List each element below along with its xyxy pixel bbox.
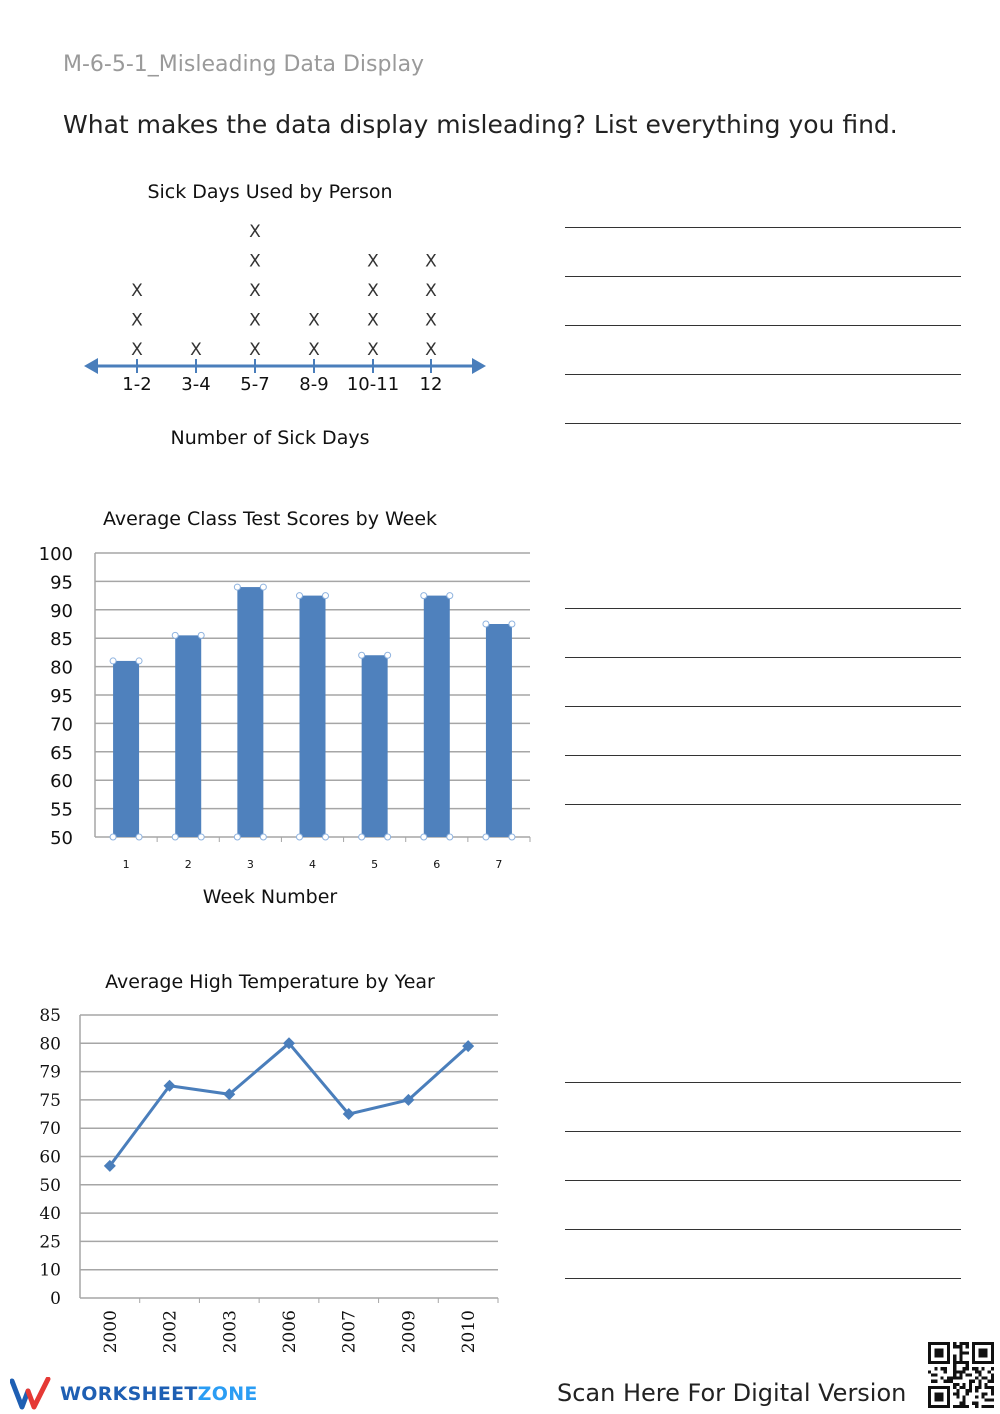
qr-module xyxy=(947,1377,950,1380)
qr-module xyxy=(959,1358,962,1361)
qr-module xyxy=(978,1380,981,1383)
brand-name-part2: ZONE xyxy=(197,1383,258,1405)
qr-module xyxy=(959,1373,962,1376)
qr-module xyxy=(953,1361,956,1364)
qr-module xyxy=(991,1380,994,1383)
chart3-title: Average High Temperature by Year xyxy=(105,971,435,993)
y-tick-label: 75 xyxy=(39,1090,61,1111)
qr-module xyxy=(953,1364,956,1367)
qr-module xyxy=(966,1342,969,1345)
qr-module xyxy=(972,1380,975,1383)
bar-handle xyxy=(323,834,329,840)
qr-module xyxy=(991,1367,994,1370)
bar-handle xyxy=(483,834,489,840)
x-mark: X xyxy=(425,340,437,360)
qr-module xyxy=(959,1361,962,1364)
bar-handle xyxy=(136,834,142,840)
number-line-tick-label: 8-9 xyxy=(299,374,329,395)
qr-module xyxy=(975,1386,978,1389)
answer-line[interactable] xyxy=(565,1278,961,1279)
qr-module xyxy=(944,1370,947,1373)
qr-module xyxy=(959,1405,962,1408)
qr-module xyxy=(953,1386,956,1389)
qr-module xyxy=(966,1364,969,1367)
qr-module xyxy=(959,1402,962,1405)
y-tick-label: 95 xyxy=(50,686,73,707)
number-line-tick-label: 5-7 xyxy=(240,374,270,395)
y-tick-label: 60 xyxy=(50,771,73,793)
x-tick-label: 7 xyxy=(495,858,503,871)
test-scores-bar-chart xyxy=(30,500,540,920)
qr-module xyxy=(988,1399,991,1402)
x-tick-label: 2000 xyxy=(100,1310,121,1354)
qr-module xyxy=(953,1383,956,1386)
qr-module xyxy=(963,1351,966,1354)
answer-lines-1 xyxy=(565,227,961,427)
y-tick-label: 55 xyxy=(50,799,73,821)
bar-handle xyxy=(234,584,240,590)
x-tick-label: 2003 xyxy=(220,1310,241,1354)
answer-lines-2 xyxy=(565,608,961,808)
qr-module xyxy=(963,1395,966,1398)
qr-module xyxy=(950,1380,953,1383)
worksheet-question: What makes the data display misleading? List everything you find. xyxy=(63,110,898,139)
bar xyxy=(424,596,450,837)
qr-module xyxy=(963,1342,966,1345)
qr-module xyxy=(988,1370,991,1373)
x-mark: X xyxy=(308,310,320,331)
number-line-left-arrow xyxy=(84,358,98,374)
qr-module xyxy=(953,1342,956,1345)
y-tick-label: 90 xyxy=(50,600,73,622)
x-tick-label: 3 xyxy=(246,858,254,871)
x-mark: X xyxy=(131,340,143,360)
bar-handle xyxy=(447,834,453,840)
qr-module xyxy=(975,1395,978,1398)
qr-module xyxy=(978,1373,981,1376)
number-line-right-arrow xyxy=(472,358,486,374)
qr-module xyxy=(981,1392,984,1395)
answer-line[interactable] xyxy=(565,706,961,707)
x-tick-label: 2 xyxy=(184,858,192,871)
qr-module xyxy=(985,1386,988,1389)
bar-handle xyxy=(198,632,204,638)
answer-line[interactable] xyxy=(565,755,961,756)
qr-module xyxy=(959,1377,962,1380)
bar-handle xyxy=(260,584,266,590)
y-tick-label: 80 xyxy=(50,657,73,679)
qr-module xyxy=(969,1373,972,1376)
qr-module xyxy=(944,1367,947,1370)
qr-module xyxy=(963,1405,966,1408)
y-tick-label: 0 xyxy=(50,1289,61,1309)
x-mark: X xyxy=(249,310,261,331)
qr-module xyxy=(931,1373,934,1376)
qr-module xyxy=(966,1405,969,1408)
qr-module xyxy=(966,1351,969,1354)
qr-module xyxy=(953,1405,956,1408)
x-mark: X xyxy=(425,281,437,301)
qr-module xyxy=(963,1402,966,1405)
qr-module xyxy=(975,1389,978,1392)
scan-text: Scan Here For Digital Version xyxy=(557,1379,907,1407)
bar-handle xyxy=(110,658,116,664)
x-mark: X xyxy=(190,340,202,360)
bar-handle xyxy=(359,652,365,658)
x-tick-label: 2002 xyxy=(160,1310,181,1354)
y-tick-label: 50 xyxy=(50,828,73,849)
qr-module xyxy=(950,1377,953,1380)
chart2-title: Average Class Test Scores by Week xyxy=(102,508,438,530)
qr-module xyxy=(981,1395,984,1398)
qr-module xyxy=(959,1370,962,1373)
qr-module xyxy=(956,1361,959,1364)
bar xyxy=(237,587,263,837)
number-line-tick-label: 10-11 xyxy=(346,374,400,395)
bar xyxy=(175,635,201,837)
qr-module xyxy=(985,1405,988,1408)
bar xyxy=(113,661,139,837)
number-line-tick-label: 3-4 xyxy=(181,374,211,395)
qr-module xyxy=(953,1392,956,1395)
y-tick-label: 40 xyxy=(39,1204,61,1225)
qr-module xyxy=(991,1405,994,1408)
qr-module xyxy=(963,1361,966,1364)
number-line-tick-label: 12 xyxy=(419,374,443,395)
qr-module xyxy=(985,1392,988,1395)
qr-module xyxy=(991,1377,994,1380)
brand-name-part1: WORKSHEET xyxy=(60,1383,198,1405)
qr-module xyxy=(956,1383,959,1386)
y-tick-label: 85 xyxy=(50,629,73,651)
bar-handle xyxy=(483,621,489,627)
answer-line[interactable] xyxy=(565,1229,961,1230)
qr-module xyxy=(953,1355,956,1358)
qr-module xyxy=(969,1386,972,1389)
answer-lines-3 xyxy=(565,1082,961,1282)
qr-module xyxy=(975,1370,978,1373)
answer-line[interactable] xyxy=(565,423,961,424)
worksheet-code: M-6-5-1_Misleading Data Display xyxy=(63,52,425,77)
qr-module xyxy=(956,1345,959,1348)
qr-module xyxy=(953,1358,956,1361)
worksheetzone-logo[interactable] xyxy=(10,1374,258,1414)
qr-module xyxy=(988,1386,991,1389)
qr-module xyxy=(981,1405,984,1408)
qr-module xyxy=(953,1377,956,1380)
qr-module xyxy=(963,1367,966,1370)
qr-module xyxy=(975,1377,978,1380)
qr-module xyxy=(985,1399,988,1402)
qr-module xyxy=(969,1383,972,1386)
qr-module xyxy=(991,1399,994,1402)
x-tick-label: 6 xyxy=(433,858,441,871)
qr-module xyxy=(969,1380,972,1383)
qr-module xyxy=(953,1367,956,1370)
qr-module xyxy=(956,1370,959,1373)
y-tick-label: 65 xyxy=(50,742,73,764)
qr-module xyxy=(941,1367,944,1370)
bar-handle xyxy=(323,593,329,599)
qr-module xyxy=(963,1370,966,1373)
qr-module xyxy=(944,1380,947,1383)
qr-module xyxy=(963,1399,966,1402)
x-mark: X xyxy=(367,310,379,331)
x-mark: X xyxy=(367,281,379,301)
x-mark: X xyxy=(249,340,261,360)
qr-module xyxy=(966,1373,969,1376)
bar xyxy=(300,596,326,837)
qr-module xyxy=(934,1373,937,1376)
answer-line[interactable] xyxy=(565,1082,961,1083)
qr-module xyxy=(934,1367,937,1370)
qr-module xyxy=(991,1389,994,1392)
chart1-xlabel: Number of Sick Days xyxy=(170,427,370,449)
x-tick-label: 1 xyxy=(122,858,130,871)
bar-handle xyxy=(234,834,240,840)
x-mark: X xyxy=(425,310,437,331)
qr-module xyxy=(947,1380,950,1383)
x-mark: X xyxy=(131,281,143,301)
bar xyxy=(486,624,512,837)
y-tick-label: 79 xyxy=(39,1062,61,1083)
qr-finder-core xyxy=(934,1348,943,1357)
brand-name xyxy=(60,1383,258,1405)
bar-handle xyxy=(136,658,142,664)
qr-module xyxy=(953,1345,956,1348)
x-tick-label: 2006 xyxy=(280,1310,300,1354)
qr-module xyxy=(959,1348,962,1351)
qr-module xyxy=(966,1367,969,1370)
qr-finder-core xyxy=(934,1392,943,1401)
y-tick-label: 100 xyxy=(38,544,73,565)
chart2-xlabel: Week Number xyxy=(202,886,338,908)
qr-module xyxy=(975,1367,978,1370)
qr-module xyxy=(956,1389,959,1392)
qr-module xyxy=(953,1370,956,1373)
x-tick-label: 2010 xyxy=(459,1310,480,1354)
x-mark: X xyxy=(425,251,437,272)
qr-module xyxy=(928,1370,931,1373)
qr-module xyxy=(966,1345,969,1348)
qr-module xyxy=(959,1355,962,1358)
answer-line[interactable] xyxy=(565,227,961,228)
qr-module xyxy=(985,1377,988,1380)
qr-module xyxy=(991,1392,994,1395)
x-mark: X xyxy=(308,340,320,360)
qr-module xyxy=(975,1402,978,1405)
qr-module xyxy=(963,1386,966,1389)
answer-line[interactable] xyxy=(565,374,961,375)
bar-handle xyxy=(297,834,303,840)
qr-module xyxy=(991,1373,994,1376)
qr-module xyxy=(978,1383,981,1386)
sick-days-line-plot xyxy=(70,170,510,460)
answer-line[interactable] xyxy=(565,276,961,277)
qr-module xyxy=(991,1386,994,1389)
y-tick-label: 60 xyxy=(39,1147,61,1168)
answer-line[interactable] xyxy=(565,657,961,658)
temperature-line-chart xyxy=(30,962,510,1372)
x-mark: X xyxy=(249,222,261,242)
bar-handle xyxy=(385,652,391,658)
qr-finder-core xyxy=(978,1348,987,1357)
y-tick-label: 25 xyxy=(39,1232,61,1253)
y-tick-label: 95 xyxy=(50,572,73,594)
bar-handle xyxy=(110,834,116,840)
answer-line[interactable] xyxy=(565,608,961,609)
number-line-tick-label: 1-2 xyxy=(122,374,152,395)
qr-module xyxy=(956,1405,959,1408)
x-mark: X xyxy=(249,281,261,301)
bar-handle xyxy=(421,834,427,840)
x-tick-label: 5 xyxy=(371,858,379,871)
bar-handle xyxy=(359,834,365,840)
bar xyxy=(362,655,388,837)
bar-handle xyxy=(172,834,178,840)
qr-module xyxy=(959,1342,962,1345)
bar-handle xyxy=(260,834,266,840)
answer-line[interactable] xyxy=(565,1131,961,1132)
bar-handle xyxy=(421,593,427,599)
qr-module xyxy=(985,1383,988,1386)
x-mark: X xyxy=(367,251,379,272)
qr-module xyxy=(972,1367,975,1370)
qr-module xyxy=(978,1370,981,1373)
bar-handle xyxy=(447,593,453,599)
qr-module xyxy=(975,1405,978,1408)
qr-module xyxy=(934,1380,937,1383)
qr-module xyxy=(959,1351,962,1354)
qr-module xyxy=(959,1386,962,1389)
qr-module xyxy=(956,1392,959,1395)
qr-module xyxy=(956,1395,959,1398)
qr-module xyxy=(966,1361,969,1364)
qr-module xyxy=(972,1402,975,1405)
y-tick-label: 85 xyxy=(39,1006,61,1026)
x-mark: X xyxy=(367,340,379,360)
qr-module xyxy=(978,1386,981,1389)
answer-line[interactable] xyxy=(565,804,961,805)
answer-line[interactable] xyxy=(565,325,961,326)
y-tick-label: 70 xyxy=(50,714,73,736)
bar-handle xyxy=(172,632,178,638)
qr-module xyxy=(953,1373,956,1376)
qr-module xyxy=(963,1383,966,1386)
x-mark: X xyxy=(131,310,143,331)
qr-module xyxy=(966,1389,969,1392)
x-tick-label: 4 xyxy=(309,858,316,871)
qr-module xyxy=(988,1405,991,1408)
y-tick-label: 50 xyxy=(39,1175,61,1196)
qr-module xyxy=(956,1377,959,1380)
qr-module xyxy=(931,1380,934,1383)
answer-line[interactable] xyxy=(565,1180,961,1181)
x-mark: X xyxy=(249,251,261,272)
x-tick-label: 2007 xyxy=(339,1310,360,1354)
bar-handle xyxy=(297,593,303,599)
y-tick-label: 10 xyxy=(39,1260,61,1281)
bar-handle xyxy=(385,834,391,840)
qr-module xyxy=(941,1377,944,1380)
qr-module xyxy=(966,1392,969,1395)
bar-handle xyxy=(509,621,515,627)
qr-module xyxy=(969,1389,972,1392)
qr-module xyxy=(981,1377,984,1380)
worksheetzone-logo-icon xyxy=(10,1377,52,1411)
chart1-title: Sick Days Used by Person xyxy=(147,181,393,203)
bar-handle xyxy=(509,834,515,840)
y-tick-label: 80 xyxy=(39,1034,61,1055)
x-tick-label: 2009 xyxy=(399,1310,420,1354)
temperature-series-line xyxy=(110,1043,468,1166)
qr-module xyxy=(959,1345,962,1348)
qr-module xyxy=(981,1367,984,1370)
qr-code-icon[interactable] xyxy=(928,1342,994,1408)
qr-module xyxy=(988,1380,991,1383)
bar-handle xyxy=(198,834,204,840)
y-tick-label: 70 xyxy=(39,1119,61,1140)
